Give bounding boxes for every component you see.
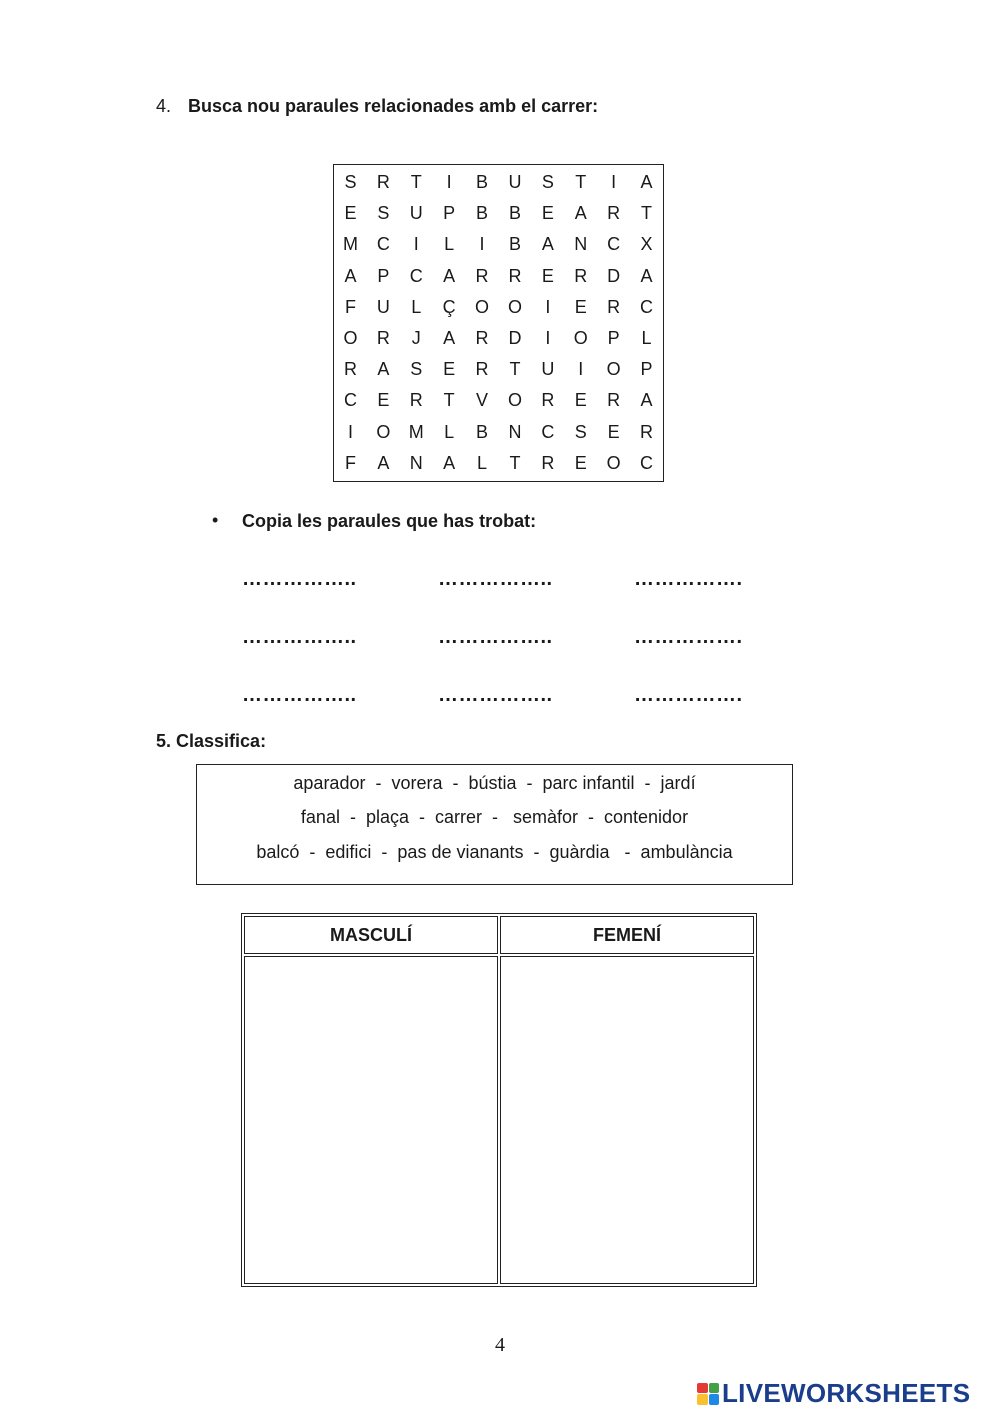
grid-letter: B: [476, 172, 489, 193]
grid-letter: E: [541, 265, 554, 286]
answer-blank[interactable]: …………….: [634, 684, 743, 706]
grid-letter: O: [343, 328, 358, 349]
grid-letter: U: [541, 359, 555, 380]
column-header-femeni: FEMENÍ: [500, 916, 754, 954]
grid-letter: N: [508, 421, 522, 442]
grid-letter: T: [443, 390, 455, 411]
grid-letter: R: [541, 452, 555, 473]
grid-letter: S: [541, 172, 554, 193]
grid-letter: L: [444, 234, 455, 255]
grid-letter: I: [347, 421, 353, 442]
grid-letter: A: [640, 265, 653, 286]
grid-letter: L: [477, 452, 488, 473]
answer-blank[interactable]: ……………..: [242, 626, 357, 648]
question-4-number: 4.: [156, 96, 172, 116]
page-number: 4: [495, 1334, 505, 1356]
grid-letter: L: [641, 328, 652, 349]
grid-letter: S: [377, 203, 390, 224]
grid-letter: I: [413, 234, 419, 255]
grid-letter: E: [574, 296, 587, 317]
grid-letter: O: [606, 359, 621, 380]
grid-letter: R: [475, 359, 489, 380]
word-bank-box: [196, 764, 793, 885]
grid-letter: U: [376, 296, 390, 317]
grid-letter: C: [376, 234, 390, 255]
grid-letter: R: [607, 296, 621, 317]
grid-letter: I: [611, 172, 617, 193]
grid-letter: A: [377, 452, 390, 473]
word-bank-line: balcó - edifici - pas de vianants - guàrdia - ambulància: [256, 842, 733, 862]
grid-letter: T: [575, 172, 587, 193]
grid-letter: D: [508, 328, 522, 349]
grid-letter: B: [508, 203, 521, 224]
grid-letter: C: [640, 452, 654, 473]
grid-letter: O: [376, 421, 391, 442]
bullet-point: •: [212, 510, 219, 530]
grid-letter: E: [574, 390, 587, 411]
grid-letter: T: [641, 203, 653, 224]
grid-letter: P: [443, 203, 456, 224]
grid-letter: C: [409, 265, 423, 286]
answer-blank[interactable]: ……………..: [242, 568, 357, 590]
grid-letter: D: [607, 265, 621, 286]
grid-letter: C: [640, 296, 654, 317]
grid-letter: S: [344, 172, 357, 193]
word-bank-line: fanal - plaça - carrer - semàfor - contenidor: [300, 807, 689, 827]
grid-letter: E: [541, 203, 554, 224]
logo-square: [709, 1383, 720, 1394]
grid-letter: I: [545, 296, 551, 317]
liveworksheets-logo: [697, 1378, 970, 1409]
grid-letter: C: [541, 421, 555, 442]
column-header-masculi: MASCULÍ: [244, 916, 498, 954]
answer-blank[interactable]: ……………..: [438, 568, 553, 590]
grid-letter: O: [507, 390, 522, 411]
grid-letter: R: [508, 265, 522, 286]
grid-letter: T: [410, 172, 422, 193]
question-5-title: 5. Classifica:: [156, 731, 267, 751]
grid-letter: U: [508, 172, 522, 193]
grid-letter: E: [574, 452, 587, 473]
grid-letter: M: [342, 234, 358, 255]
logo-square: [697, 1383, 708, 1394]
grid-letter: R: [376, 172, 390, 193]
grid-letter: A: [377, 359, 390, 380]
grid-letter: A: [574, 203, 587, 224]
grid-letter: P: [607, 328, 620, 349]
grid-letter: R: [640, 421, 654, 442]
logo-square: [709, 1394, 720, 1405]
grid-letter: A: [443, 452, 456, 473]
answer-blank[interactable]: …………….: [634, 568, 743, 590]
answer-blank[interactable]: …………….: [634, 626, 743, 648]
grid-letter: A: [640, 172, 653, 193]
grid-letter: R: [607, 390, 621, 411]
grid-letter: R: [574, 265, 588, 286]
grid-letter: R: [541, 390, 555, 411]
grid-letter: T: [509, 359, 521, 380]
grid-letter: A: [443, 265, 456, 286]
grid-letter: C: [343, 390, 357, 411]
grid-letter: E: [443, 359, 456, 380]
answer-blank[interactable]: ……………..: [438, 684, 553, 706]
answer-blank[interactable]: ……………..: [242, 684, 357, 706]
logo-text: LIVEWORKSHEETS: [722, 1378, 971, 1408]
grid-letter: F: [344, 296, 356, 317]
grid-letter: E: [344, 203, 357, 224]
grid-letter: R: [409, 390, 423, 411]
grid-letter: A: [443, 328, 456, 349]
grid-letter: E: [607, 421, 620, 442]
grid-letter: O: [573, 328, 588, 349]
grid-letter: P: [640, 359, 653, 380]
grid-letter: M: [408, 421, 424, 442]
grid-letter: F: [344, 452, 356, 473]
grid-letter: B: [476, 203, 489, 224]
logo-mark-icon: [697, 1383, 719, 1405]
grid-letter: P: [377, 265, 390, 286]
grid-letter: L: [444, 421, 455, 442]
grid-letter: S: [574, 421, 587, 442]
grid-letter: B: [508, 234, 521, 255]
grid-letter: Ç: [442, 296, 456, 317]
grid-letter: N: [574, 234, 588, 255]
grid-letter: O: [475, 296, 490, 317]
grid-letter: I: [479, 234, 485, 255]
question-4-instruction: Busca nou paraules relacionades amb el carrer:: [188, 96, 599, 116]
grid-letter: X: [640, 234, 653, 255]
grid-letter: V: [476, 390, 489, 411]
answer-cell-femeni[interactable]: [500, 956, 754, 1284]
grid-letter: I: [578, 359, 584, 380]
grid-letter: E: [377, 390, 390, 411]
grid-letter: B: [476, 421, 489, 442]
grid-letter: S: [410, 359, 423, 380]
answer-cell-masculi[interactable]: [244, 956, 498, 1284]
grid-letter: R: [376, 328, 390, 349]
grid-letter: J: [411, 328, 421, 349]
grid-letter: I: [446, 172, 452, 193]
grid-letter: T: [509, 452, 521, 473]
grid-letter: R: [343, 359, 357, 380]
grid-letter: C: [607, 234, 621, 255]
grid-letter: O: [606, 452, 621, 473]
logo-square: [697, 1394, 708, 1405]
grid-letter: U: [409, 203, 423, 224]
grid-letter: A: [640, 390, 653, 411]
word-search-grid: [333, 164, 664, 482]
grid-letter: A: [344, 265, 357, 286]
grid-letter: O: [507, 296, 522, 317]
grid-letter: L: [411, 296, 422, 317]
classification-table: [241, 913, 757, 1287]
grid-letter: N: [409, 452, 423, 473]
grid-letter: R: [475, 265, 489, 286]
grid-letter: I: [545, 328, 551, 349]
grid-letter: R: [475, 328, 489, 349]
answer-blank[interactable]: ……………..: [438, 626, 553, 648]
grid-letter: R: [607, 203, 621, 224]
word-bank-line: aparador - vorera - bústia - parc infantil - jardí: [293, 773, 696, 793]
copy-instruction: Copia les paraules que has trobat:: [242, 511, 537, 531]
grid-letter: A: [541, 234, 554, 255]
